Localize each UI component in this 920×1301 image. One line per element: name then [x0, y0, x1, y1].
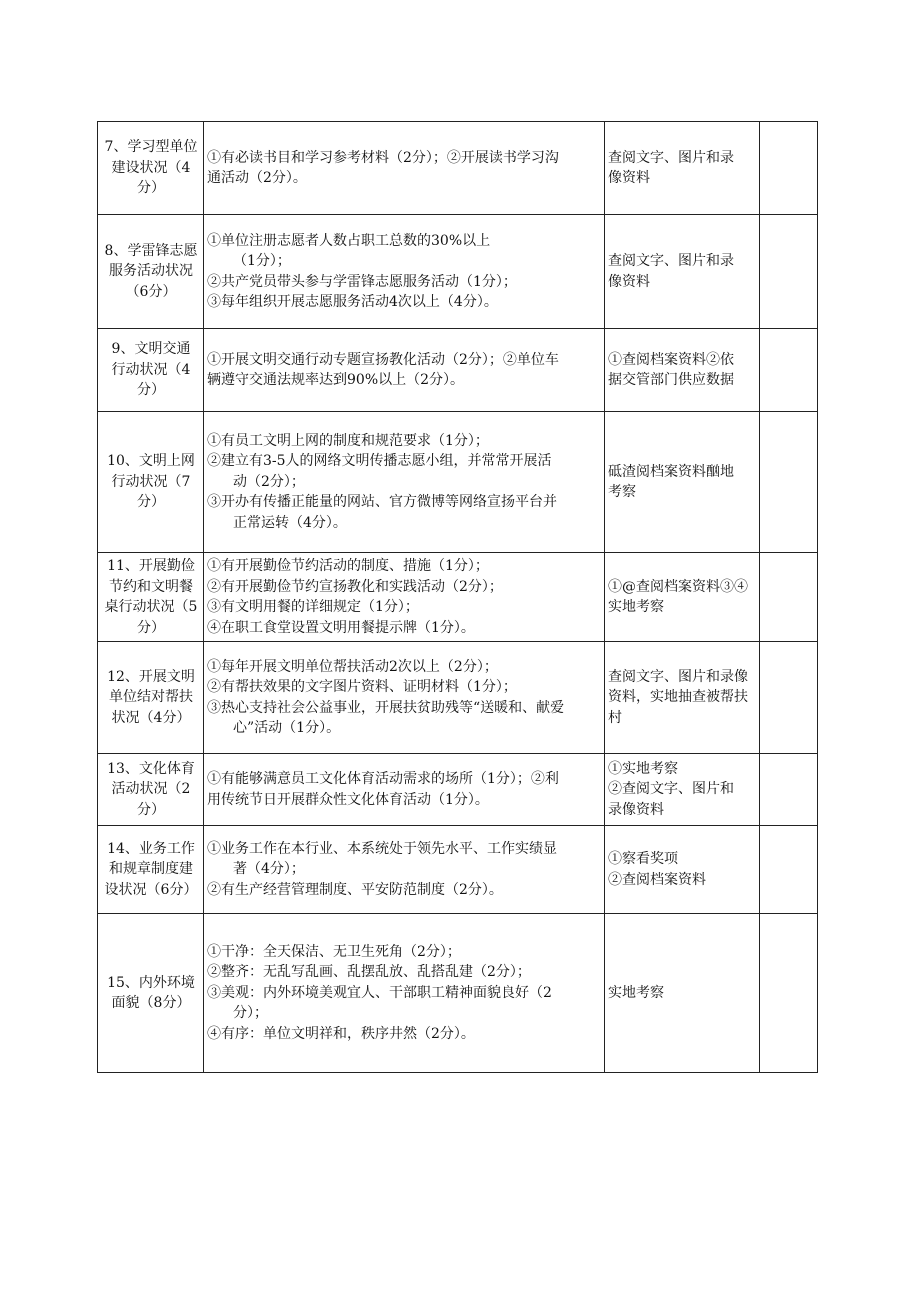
- item-line: 分）: [137, 494, 165, 511]
- table-row: [98, 754, 818, 826]
- method-line: 实地考察: [608, 984, 664, 1001]
- method-line: 查阅文字、图片和录: [608, 253, 734, 269]
- criteria-line: ②有生产经营管理制度、平安防范制度（2分）。: [207, 881, 503, 898]
- method-cell: [605, 122, 760, 215]
- item-line: 单位结对帮扶: [109, 689, 193, 706]
- item-cell: [98, 914, 204, 1073]
- method-line: 查阅文字、图片和录: [608, 149, 734, 166]
- method-cell: [605, 329, 760, 412]
- method-line: 据交管部门供应数据: [608, 372, 734, 388]
- criteria-line: ②有帮扶效果的文字图片资料、证明材料（1分）；: [207, 679, 517, 695]
- criteria-line: 著（4分）；: [233, 861, 305, 878]
- method-line: ②查阅档案资料: [608, 871, 706, 888]
- criteria-cell: [204, 914, 605, 1073]
- method-line: 实地考察: [608, 599, 664, 615]
- score-cell: [760, 122, 818, 215]
- criteria-line: ②有开展勤俭节约宣扬教化和实践活动（2分）；: [207, 578, 503, 595]
- score-cell: [760, 642, 818, 754]
- criteria-cell: [204, 553, 605, 642]
- method-line: 考察: [608, 484, 636, 500]
- method-cell: [605, 914, 760, 1073]
- item-line: 和规章制度建: [109, 861, 193, 878]
- criteria-cell: [204, 642, 605, 754]
- item-cell: [98, 122, 204, 215]
- method-line: 砥渣阅档案资料酗地: [608, 463, 734, 480]
- item-cell: [98, 642, 204, 754]
- criteria-line: ④在职工食堂设置文明用餐提示牌（1分）。: [207, 619, 475, 636]
- table-row: [98, 329, 818, 412]
- criteria-line: ①有员工文明上网的制度和规范要求（1分）；: [207, 432, 489, 449]
- score-cell: [760, 754, 818, 826]
- item-line: 分）: [137, 382, 165, 399]
- criteria-line: ②整齐：无乱写乱画、乱摆乱放、乱搭乱建（2分）；: [207, 964, 531, 981]
- table-row: [98, 914, 818, 1073]
- item-line: （6分）: [125, 283, 177, 300]
- criteria-line: ②建立有3-5人的网络文明传播志愿小组，并常常开展活: [207, 453, 552, 470]
- method-line: 资料，实地抽查被帮扶: [608, 689, 748, 706]
- criteria-line: 心”活动（1分）。: [233, 720, 341, 736]
- criteria-line: ①每年开展文明单位帮扶活动2次以上（2分）；: [207, 658, 498, 675]
- criteria-line: ③有文明用餐的详细规定（1分）；: [207, 599, 419, 615]
- item-line: 15、内外环境: [107, 974, 195, 991]
- score-cell: [760, 412, 818, 553]
- item-line: 行动状况（7: [111, 473, 191, 490]
- method-line: 录像资料: [608, 801, 664, 818]
- criteria-line: ②共产党员带头参与学雷锋志愿服务活动（1分）；: [207, 273, 517, 290]
- item-line: 活动状况（2: [111, 781, 191, 798]
- method-line: 村: [608, 709, 622, 726]
- criteria-line: 通活动（2分）。: [207, 170, 307, 186]
- criteria-line: 动（2分）；: [233, 473, 305, 490]
- method-cell: [605, 754, 760, 826]
- item-line: 面貌（8分）: [111, 995, 191, 1011]
- criteria-line: 正常运转（4分）。: [233, 514, 347, 531]
- criteria-line: （1分）；: [233, 253, 291, 269]
- item-cell: [98, 754, 204, 826]
- method-line: ②查阅文字、图片和: [608, 781, 734, 798]
- table-row: [98, 122, 818, 215]
- method-line: ①察看奖项: [608, 851, 678, 867]
- criteria-line: ③每年组织开展志愿服务活动4次以上（4分）。: [207, 294, 498, 310]
- method-cell: [605, 553, 760, 642]
- method-cell: [605, 215, 760, 329]
- score-cell: [760, 553, 818, 642]
- score-cell: [760, 329, 818, 412]
- method-line: ①实地考察: [608, 760, 678, 777]
- criteria-line: ③美观：内外环境美观宜人、干部职工精神面貌良好（2: [207, 984, 552, 1001]
- item-line: 12、开展文明: [107, 668, 195, 685]
- criteria-cell: [204, 754, 605, 826]
- item-cell: [98, 826, 204, 914]
- criteria-cell: [204, 215, 605, 329]
- item-line: 行动状况（4: [111, 361, 191, 378]
- criteria-line: ①开展文明交通行动专题宣扬教化活动（2分）；②单位车: [207, 351, 559, 368]
- item-line: 分）: [137, 801, 165, 818]
- item-line: 13、文化体育: [107, 760, 195, 777]
- item-cell: [98, 412, 204, 553]
- method-line: 像资料: [608, 170, 650, 186]
- table-row: [98, 642, 818, 754]
- table-row: [98, 412, 818, 553]
- item-cell: [98, 553, 204, 642]
- table-row: [98, 826, 818, 914]
- item-line: 状况（4分）: [111, 709, 191, 726]
- item-cell: [98, 329, 204, 412]
- method-cell: [605, 412, 760, 553]
- score-cell: [760, 215, 818, 329]
- item-line: 桌行动状况（5: [104, 599, 198, 615]
- item-line: 14、业务工作: [107, 840, 195, 857]
- criteria-cell: [204, 826, 605, 914]
- criteria-line: ①干净：全天保洁、无卫生死角（2分）；: [207, 943, 461, 960]
- item-cell: [98, 215, 204, 329]
- criteria-line: ①业务工作在本行业、本系统处于领先水平、工作实绩显: [207, 840, 557, 857]
- item-line: 节约和文明餐: [109, 578, 193, 595]
- table-row: [98, 553, 818, 642]
- item-line: 分）: [137, 180, 165, 197]
- item-line: 9、文明交通: [111, 341, 191, 358]
- criteria-cell: [204, 412, 605, 553]
- criteria-cell: [204, 122, 605, 215]
- item-line: 建设状况（4: [111, 159, 191, 176]
- criteria-cell: [204, 329, 605, 412]
- method-cell: [605, 826, 760, 914]
- criteria-line: 用传统节日开展群众性文化体育活动（1分）。: [207, 791, 489, 808]
- method-line: ①查阅档案资料②依: [608, 351, 734, 368]
- item-line: 设状况（6分）: [104, 881, 198, 898]
- item-line: 分）: [137, 619, 165, 636]
- method-line: 查阅文字、图片和录像: [608, 668, 748, 685]
- criteria-line: ①有能够满意员工文化体育活动需求的场所（1分）；②利: [207, 771, 559, 787]
- evaluation-table: [97, 121, 818, 1073]
- method-cell: [605, 642, 760, 754]
- item-line: 10、文明上网: [107, 453, 195, 470]
- table-row: [98, 215, 818, 329]
- method-line: 像资料: [608, 273, 650, 290]
- criteria-line: 辆遵守交通法规率达到90%以上（2分）。: [207, 372, 465, 388]
- score-cell: [760, 914, 818, 1073]
- criteria-line: ④有序：单位文明祥和，秩序井然（2分）。: [207, 1025, 475, 1042]
- criteria-line: ①有开展勤俭节约活动的制度、措施（1分）；: [207, 558, 489, 574]
- method-line: ①@查阅档案资料③④: [608, 578, 748, 595]
- criteria-line: ①有必读书目和学习参考材料（2分）；②开展读书学习沟: [207, 149, 559, 166]
- item-line: 7、学习型单位: [104, 139, 198, 156]
- item-line: 11、开展勤俭: [107, 558, 195, 574]
- criteria-line: ③开办有传播正能量的网站、官方微博等网络宣扬平台并: [207, 494, 557, 511]
- criteria-line: ③热心支持社会公益事业，开展扶贫助残等“送暖和、献爱: [207, 699, 565, 716]
- criteria-line: 分）；: [233, 1005, 268, 1022]
- score-cell: [760, 826, 818, 914]
- item-line: 8、学雷锋志愿: [104, 242, 198, 259]
- evaluation-table-body: [98, 122, 818, 1073]
- item-line: 服务活动状况: [109, 263, 193, 280]
- criteria-line: ①单位注册志愿者人数占职工总数的30%以上: [207, 232, 491, 249]
